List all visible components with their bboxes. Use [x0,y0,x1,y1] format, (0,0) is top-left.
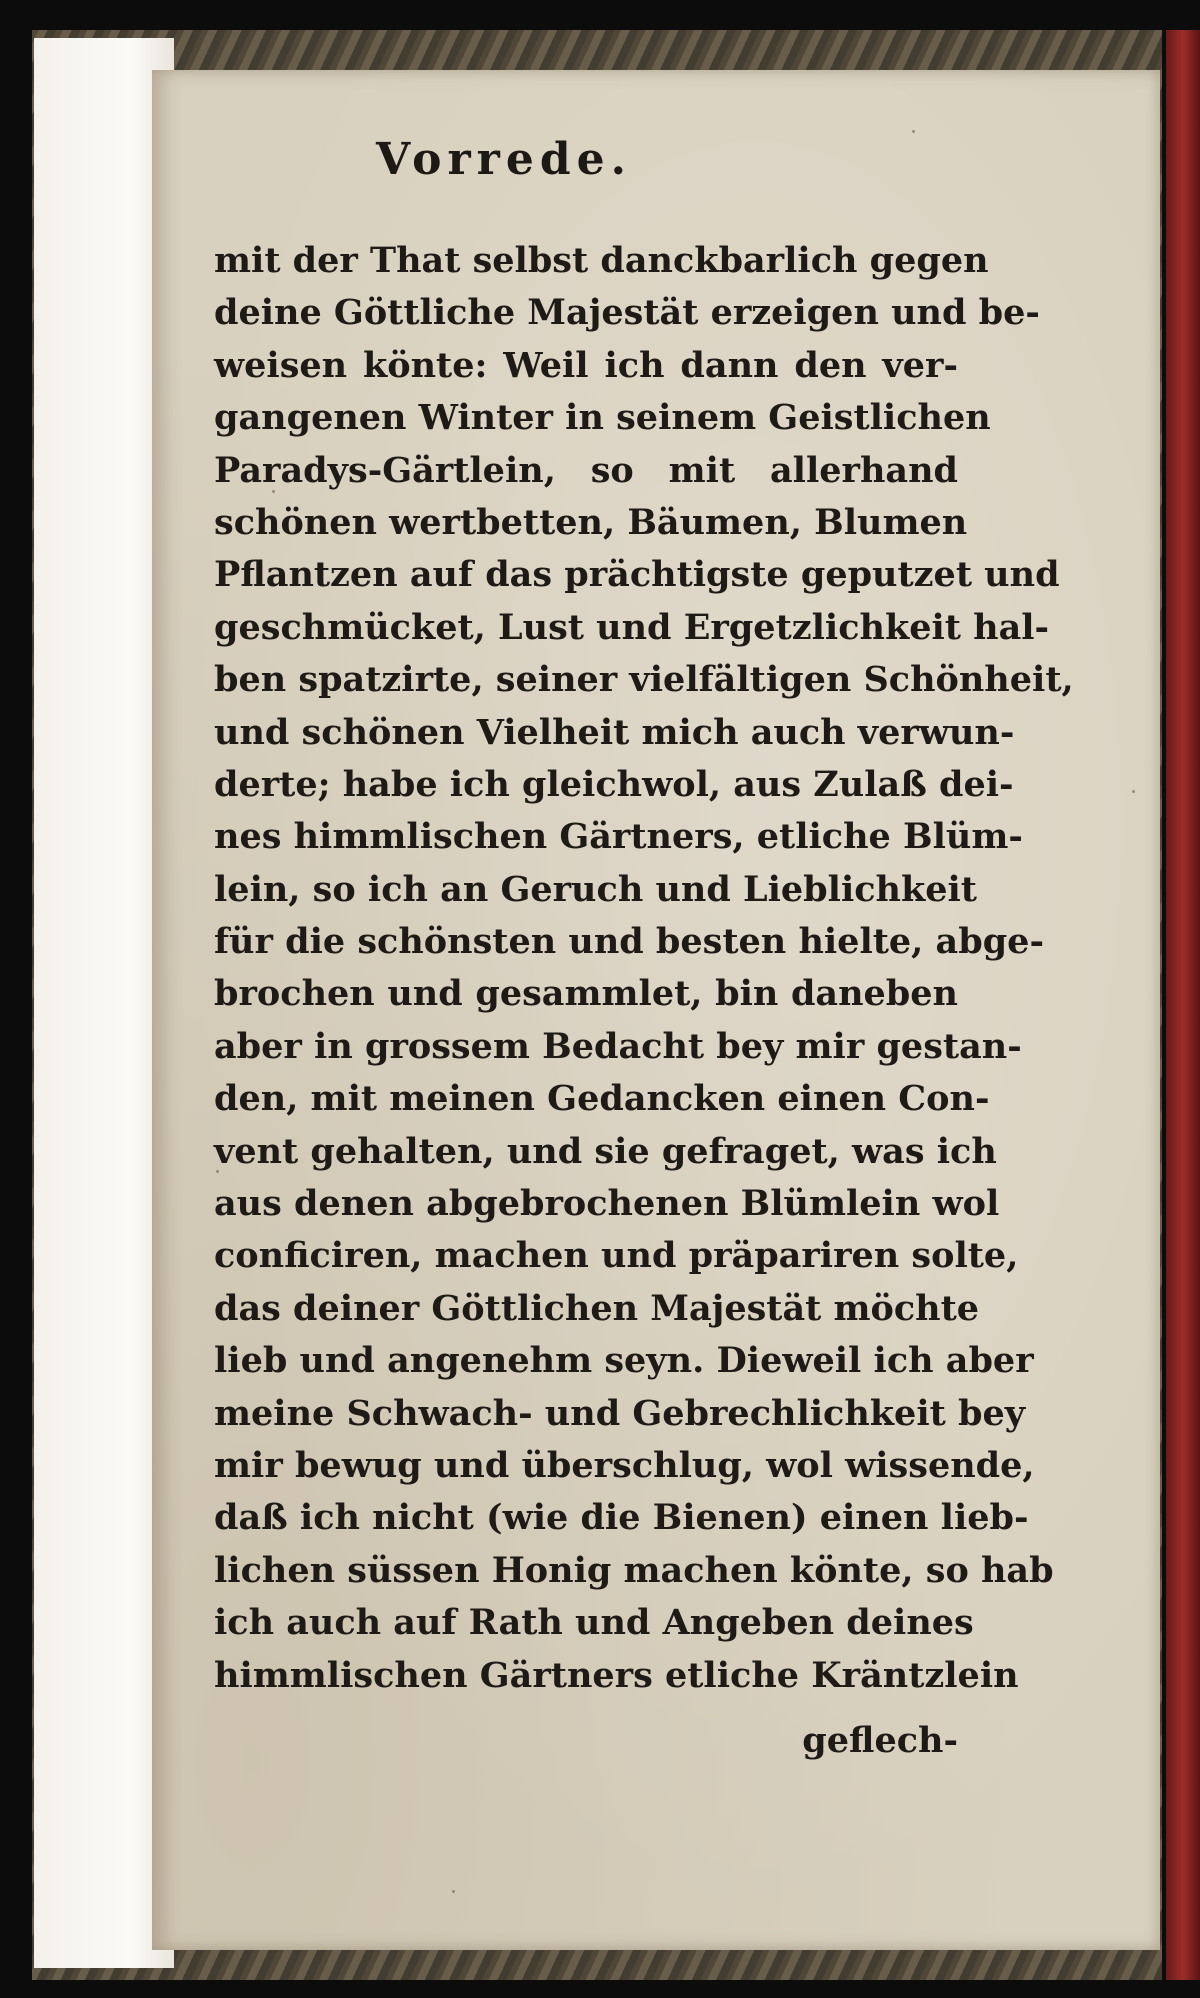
text-line: deine Göttliche Majestät erzeigen und be- [214,292,1040,334]
text-line: conficiren, machen und präpariren solte, [214,1235,1019,1277]
text-line: vent gehalten, und sie gefraget, was ich [214,1130,997,1172]
text-line: Paradys-Gärtlein, so mit allerhand [214,449,958,491]
text-line: lieb und angenehm seyn. Dieweil ich aber [214,1340,1034,1382]
text-line: brochen und gesammlet, bin daneben [214,973,958,1015]
paper-speck [452,1890,455,1893]
paper-speck [1132,790,1135,793]
text-line: nes himmlischen Gärtners, etliche Blüm- [214,816,1023,858]
text-line: mit der That selbst danckbarlich gegen [214,240,989,281]
body-text [214,235,1074,1702]
text-line: daß ich nicht (wie die Bienen) einen lieb- [214,1497,1029,1539]
text-line: geschmücket, Lust und Ergetzlichkeit hal- [214,606,1050,648]
text-line: meine Schwach- und Gebrechlichkeit bey [214,1392,1026,1434]
text-line: schönen wertbetten, Bäumen, Blumen [214,501,968,543]
text-line: und schönen Vielheit mich auch verwun- [214,711,1015,753]
text-line: mir bewug und überschlug, wol wissende, [214,1444,1035,1486]
text-line: aber in grossem Bedacht bey mir gestan- [214,1025,1022,1067]
text-line: himmlischen Gärtners etliche Kräntzlein [214,1654,1019,1696]
text-line: für die schönsten und besten hielte, abge- [214,921,1044,963]
catchword: geflech- [802,1720,958,1761]
text-line: aus denen abgebrochenen Blümlein wol [214,1183,1000,1225]
text-line: ich auch auf Rath und Angeben deines [214,1602,974,1644]
text-line: den, mit meinen Gedancken einen Con- [214,1078,990,1120]
text-line: das deiner Göttlichen Majestät möchte [214,1287,980,1329]
red-page-edge [1166,30,1200,1980]
text-line: lichen süssen Honig machen könte, so hab [214,1549,1054,1591]
text-line: gangenen Winter in seinem Geistlichen [214,397,991,439]
text-line: weisen könte: Weil ich dann den ver- [214,344,958,386]
text-line: derte; habe ich gleichwol, aus Zulaß dei- [214,763,1014,805]
text-line: Pflantzen auf das prächtigste geputzet und [214,554,1060,596]
paper-speck [912,130,915,133]
text-line: ben spatzirte, seiner vielfältigen Schönheit, [214,659,1074,701]
text-line: lein, so ich an Geruch und Lieblichkeit [214,868,977,910]
page-header: Vorrede. [376,134,632,185]
